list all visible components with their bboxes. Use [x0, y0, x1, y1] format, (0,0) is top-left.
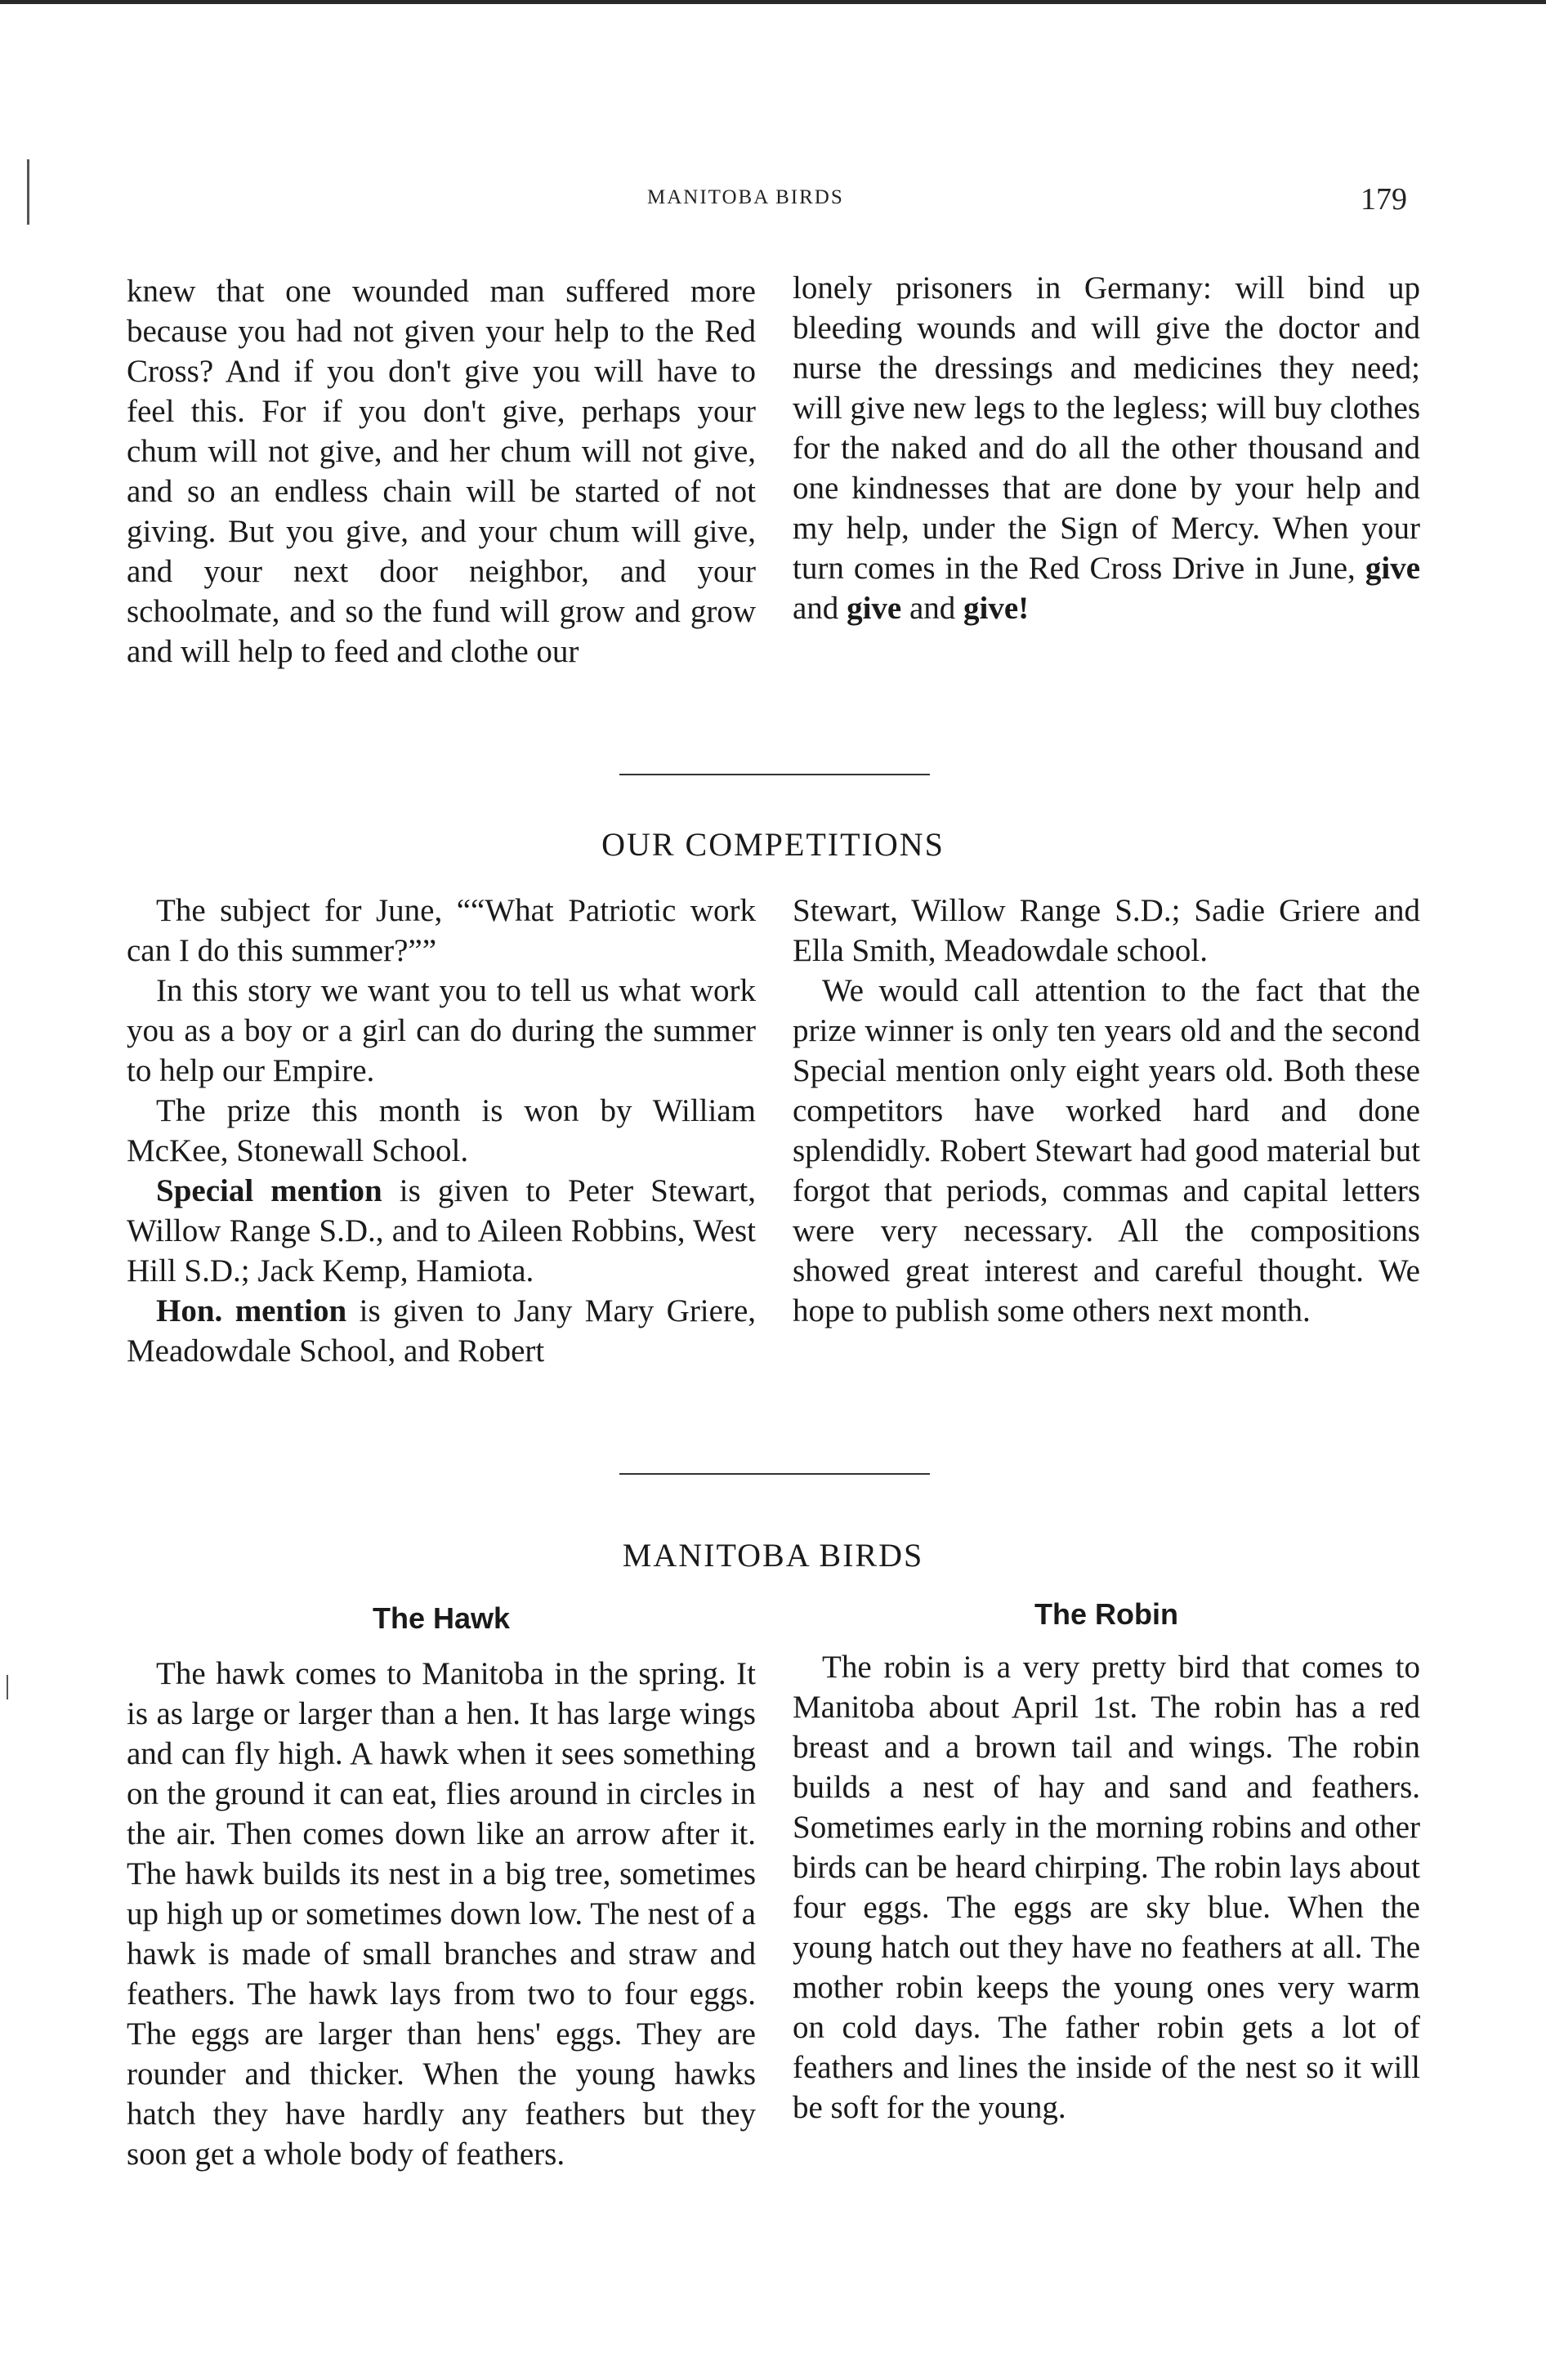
- top-border-rule: [0, 0, 1546, 4]
- letter-right-column: [793, 268, 1420, 628]
- competitions-continuation: Stewart, Willow Range S.D.; Sadie Griere and Ella Smith, Meadowdale school.: [793, 893, 1420, 968]
- hon-mention-text: is given to Jany Mary Griere, Meadowdale School, and Robert: [127, 1293, 757, 1369]
- letter-right-text: lonely prisoners in Germany: will bind up bleeding wounds and will give the doctor and nurse the dressings and medicines they need; will give new legs to the legless; will buy clothes for the naked and do all the other thousand and one kindnesses that are done by your help and my help, under the Sign of Mercy. When your turn comes in the Red Cross Drive in June,: [793, 270, 1420, 586]
- competition-subject: The subject for June, ““What Patriotic work can I do this summer?””: [127, 893, 756, 968]
- margin-mark-top: [27, 159, 29, 225]
- and-word-2: and: [909, 591, 956, 626]
- margin-mark-mid: [7, 1675, 8, 1699]
- special-mention-label: Special mention: [156, 1173, 382, 1208]
- give-emphasis-1: give: [1365, 551, 1421, 586]
- running-title: MANITOBA BIRDS: [647, 186, 844, 208]
- robin-column: [793, 1647, 1420, 2128]
- and-word-1: and: [793, 591, 839, 626]
- hawk-column: [127, 1654, 756, 2174]
- special-mention-text: is given to Peter Stewart, Willow Range S.D., and to Aileen Robbins, West Hill S.D.; Jack Kemp, Hamiota.: [127, 1173, 757, 1288]
- prize-winner: The prize this month is won by William McKee, Stonewall School.: [127, 1093, 756, 1168]
- robin-heading: The Robin: [1034, 1597, 1178, 1631]
- divider-rule-1: [619, 774, 930, 775]
- hawk-heading: The Hawk: [372, 1601, 511, 1635]
- robin-text: The robin is a very pretty bird that comes to Manitoba about April 1st. The robin has a red breast and a brown tail and wings. The robin builds a nest of hay and sand and feathers. Sometimes early in the morning robins and other birds can be heard chirping. The robin lays about four eggs. The eggs are sky blue. When the young hatch out they have no feathers at all. The mother robin keeps the young ones very warm on cold days. The father robin gets a lot of feathers and lines the inside of the nest so it will be soft for the young.: [793, 1650, 1420, 2125]
- competitions-left-column: [127, 891, 756, 1371]
- special-mention-paragraph: [127, 1171, 756, 1291]
- page-number: 179: [1361, 182, 1407, 217]
- give-emphasis-2: give: [847, 591, 902, 626]
- hon-mention-paragraph: [127, 1291, 756, 1371]
- hawk-text: The hawk comes to Manitoba in the spring. It is as large or larger than a hen. It has large wings and can fly high. A hawk when it sees something on the ground it can eat, flies around in circles in the air. Then comes down like an arrow after it. The hawk builds its nest in a big tree, sometimes up high up or sometimes down low. The nest of a hawk is made of small branches and straw and feathers. The hawk lays from two to four eggs. The eggs are larger than hens' eggs. They are rounder and thicker. When the young hawks hatch they have hardly any feathers but they soon get a whole body of feathers.: [127, 1656, 756, 2172]
- competition-instructions: In this story we want you to tell us what work you as a boy or a girl can do during the summer to help our Empire.: [127, 973, 756, 1088]
- birds-title: MANITOBA BIRDS: [622, 1537, 924, 1574]
- competitions-remarks: We would call attention to the fact that the prize winner is only ten years old and the second Special mention only eight years old. Both these competitors have worked hard and done splendidly. Robert Stewart had good material but forgot that periods, commas and capital letters were very necessary. All the compositions showed great interest and careful thought. We hope to publish some others next month.: [793, 973, 1420, 1328]
- competitions-right-column: [793, 891, 1420, 1331]
- letter-right-paragraph: [793, 268, 1420, 628]
- give-emphasis-3: give!: [963, 591, 1030, 626]
- letter-left-column: [127, 271, 756, 672]
- hon-mention-label: Hon. mention: [156, 1293, 347, 1328]
- letter-left-text: knew that one wounded man suffered more because you had not given your help to the Red Cross? And if you don't give you will have to feel this. For if you don't give, perhaps your chum will not give, and her chum will not give, and so an endless chain will be started of not giving. But you give, and your chum will give, and your next door neighbor, and your schoolmate, and so the fund will grow and grow and will help to feed and clothe our: [127, 274, 756, 669]
- divider-rule-2: [619, 1473, 930, 1475]
- competitions-title: OUR COMPETITIONS: [601, 826, 945, 863]
